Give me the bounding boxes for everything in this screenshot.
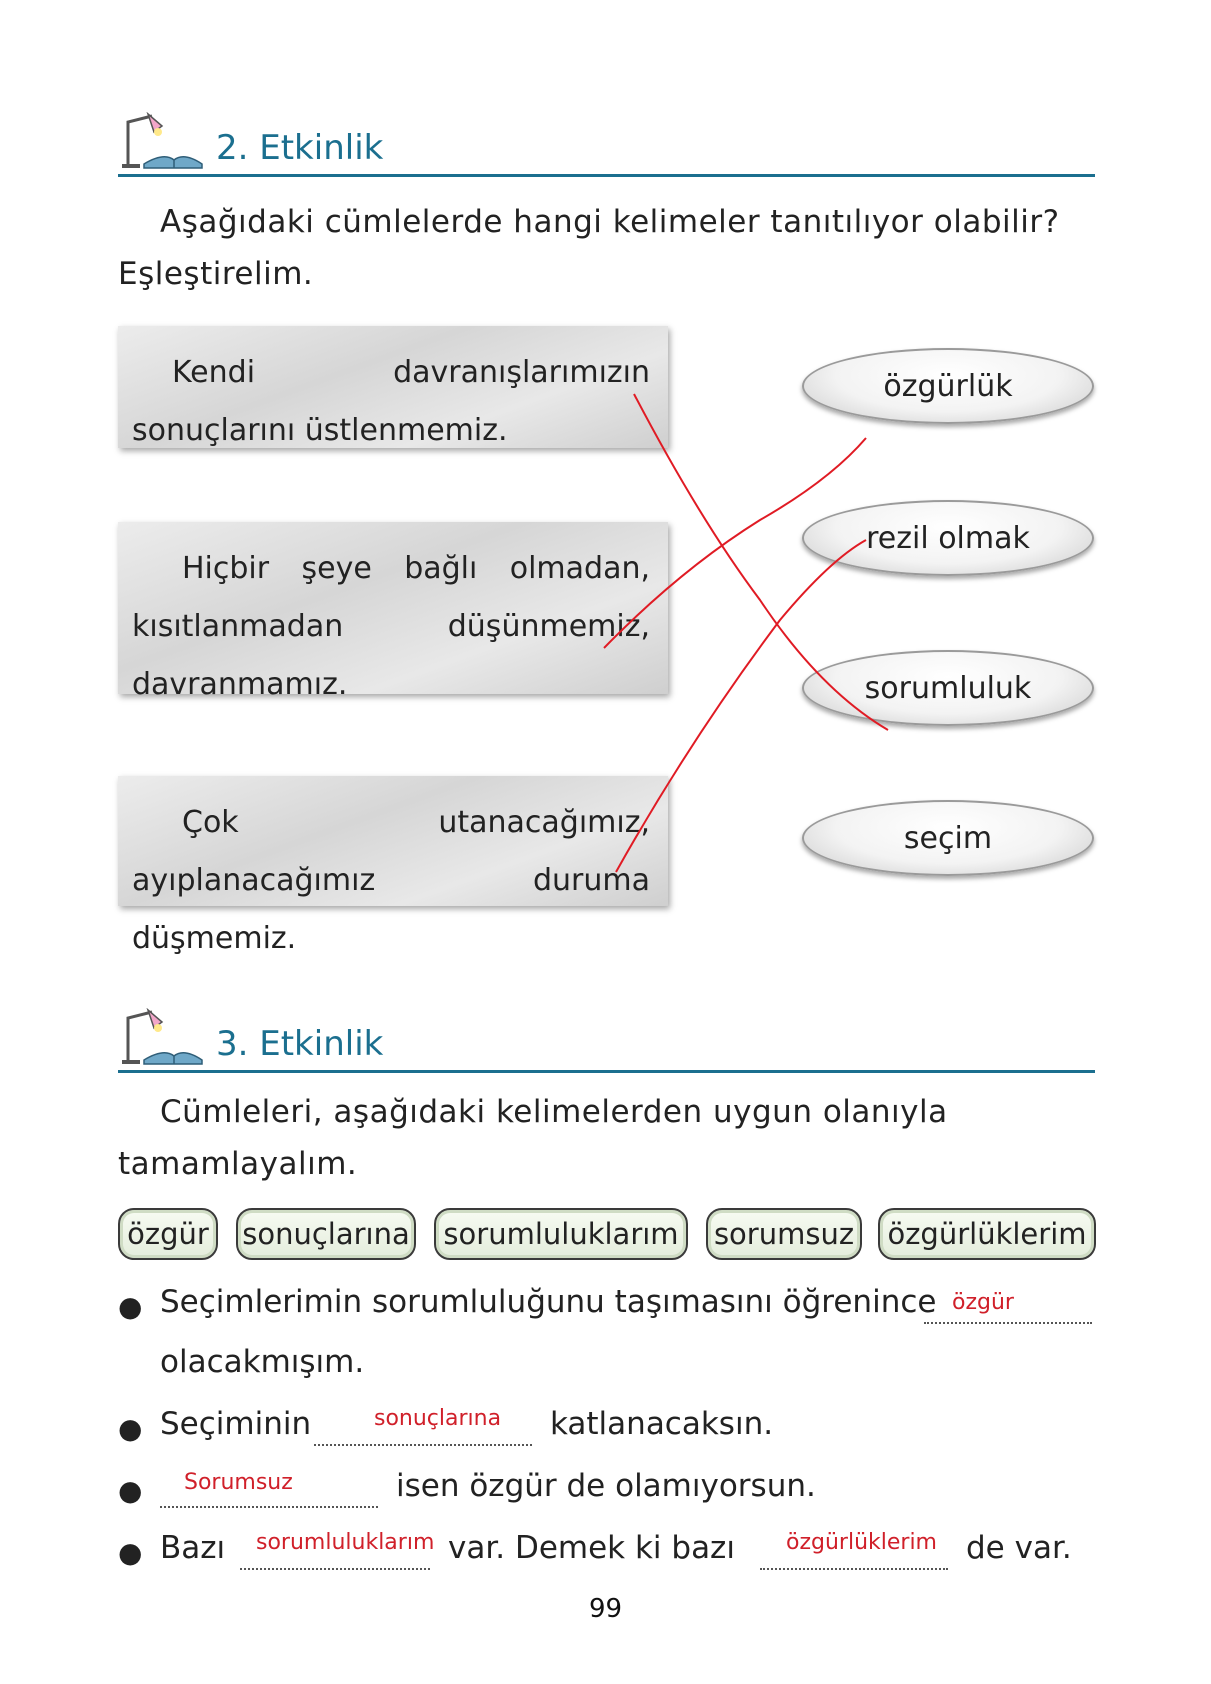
page-number: 99 [588,1594,623,1624]
sentence-2-after: katlanacaksın. [550,1406,774,1442]
bullet-1: ● [118,1290,143,1323]
word-bank-sonuclarina[interactable]: sonuçlarına [236,1208,416,1260]
bullet-4: ● [118,1536,143,1569]
sentence-1-after: olacakmışım. [160,1344,365,1380]
definition-text-3: Çok utanacağımız, ayıplanacağımız duruma düşmemiz. [132,805,650,956]
bullet-3: ● [118,1474,143,1507]
sentence-4-middle: var. Demek ki bazı [448,1530,735,1566]
activity3-instruction [118,1086,1108,1190]
option-sorumluluk[interactable]: sorumluluk [802,650,1094,726]
option-rezil-olmak[interactable]: rezil olmak [802,500,1094,576]
activity2-title: 2. Etkinlik [216,128,384,168]
sentence-1-answer: özgür [952,1290,1014,1315]
option-ozgurluk[interactable]: özgürlük [802,348,1094,424]
sentence-2-before: Seçiminin [160,1406,312,1442]
sentence-1-before: Seçimlerimin sorumluluğunu taşımasını öğrenince [160,1284,937,1320]
match-line-2 [604,438,866,648]
instruction-line-1: Aşağıdaki cümlelerde hangi kelimeler tanıtılıyor olabilir? [160,204,1060,240]
option-secim[interactable]: seçim [802,800,1094,876]
activity3-header [118,1008,1095,1073]
instruction-line-2: tamamlayalım. [118,1146,358,1182]
word-bank-ozgurluklerim[interactable]: özgürlüklerim [878,1208,1096,1260]
activity3-title: 3. Etkinlik [216,1024,384,1064]
sentence-4-before: Bazı [160,1530,226,1566]
sentence-3-after: isen özgür de olamıyorsun. [396,1468,816,1504]
sentence-4-answer-1: sorumluluklarım [256,1530,435,1555]
word-bank-sorumsuz[interactable]: sorumsuz [706,1208,862,1260]
match-line-1 [634,394,888,730]
desk-lamp-book-icon [118,1008,204,1066]
instruction-line-2: Eşleştirelim. [118,256,314,292]
definition-text-2: Hiçbir şeye bağlı olmadan, kısıtlanmadan düşünmemiz, davranmamız. [132,551,650,702]
word-bank-ozgur[interactable]: özgür [118,1208,218,1260]
instruction-line-1: Cümleleri, aşağıdaki kelimelerden uygun olanıyla [160,1094,948,1130]
sentence-3-answer: Sorumsuz [184,1470,293,1495]
sentence-2-answer: sonuçlarına [374,1406,502,1431]
sentence-4-after: de var. [966,1530,1072,1566]
definition-text-1: Kendi davranışlarımızın sonuçlarını üstlenmemiz. [132,355,650,448]
word-bank-sorumluluklarim[interactable]: sorumluluklarım [434,1208,688,1260]
sentence-4-answer-2: özgürlüklerim [786,1530,937,1555]
bullet-2: ● [118,1412,143,1445]
match-line-3 [616,540,866,872]
